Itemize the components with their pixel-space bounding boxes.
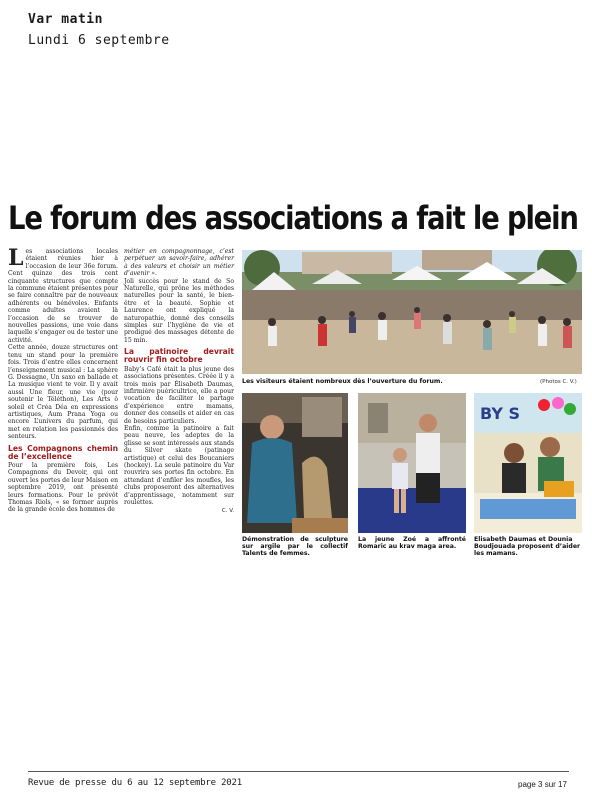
main-photo-caption: Les visiteurs étaient nombreux dès l’ouverture du forum. (242, 378, 443, 385)
author-signature: C. V. (221, 508, 234, 515)
sculpture-caption: Démonstration de sculpture sur argile par le collectif Talents de femmes. (242, 536, 348, 558)
svg-text:BY S: BY S (480, 404, 520, 423)
paragraph: Cette année, douze structures ont tenu un stand pour la première fois. Trois d’entre elles concernent l’enseignement musical : La sphère G. Dessagne, Un saxo en ballade et La musique vient te voir. Il y avait aussi Une fleur, une vie (pour soutenir le Téléthon), Les Arts ô soleil et Créa Déa en expressions artistiques, Aum Prana Yoga ou encore L’univers du parfum, qui met en relation les passionnés des senteurs. (8, 344, 118, 441)
paragraph: es associations locales étaient réunies hier à l’occasion de leur 36e forum. Cent quinze des trois cent cinquante structures que compte la commune étaient présentes pour se faire connaître par de nouveaux adhérents ou bénévoles. Enfants comme adultes avaient là l’occasion de se trouver de nouvelles passions, une voie dans laquelle s’engager ou de tester une activité. (8, 248, 118, 344)
publication-date: Lundi 6 septembre (28, 33, 170, 48)
photo-krav-maga (358, 393, 466, 533)
footer-divider (28, 771, 569, 772)
krav-maga-image (358, 393, 466, 533)
photo-credit: (Photos C. V.) (540, 379, 577, 385)
paragraph: Joli succès pour le stand de So Naturelle, qui prône les méthodes naturelles pour la santé, le bien-être et la beauté. Sophie et Laurence ont expliqué la naturopathie, donné des conseils simples sur l’hygiène de vie et prodigué des massages détente de 15 min. (124, 277, 234, 344)
photo-babys-cafe (474, 393, 582, 533)
sculpture-demo-image (242, 393, 348, 533)
subheading: La patinoire devrait rouvrir fin octobre (124, 347, 234, 365)
paragraph: Pour la première fois, Les Compagnons du Devoir, qui ont ouvert les portes de leur Maison en septembre 2019, ont présenté leurs formations. Pour le prévôt Thomas Riols, « se former auprès de la grande école des hommes de (8, 461, 118, 514)
article-column-1 (8, 245, 118, 514)
babys-cafe-caption: Elisabeth Daumas et Dounia Boudjouada proposent d’aider les mamans. (474, 536, 581, 558)
paragraph: métier en compagnonnage, c’est perpétuer un savoir-faire, adhérer à des valeurs et choisir un métier d’avenir ». (124, 248, 234, 278)
article-headline: Le forum des associations a fait le plein (8, 200, 578, 237)
drop-cap: L (8, 245, 24, 271)
photo-sculpture (242, 393, 348, 533)
page-number: page 3 sur 17 (518, 780, 567, 789)
crowd-scene-image (242, 250, 582, 374)
krav-maga-caption: La jeune Zoé a affronté Romaric au krav maga area. (358, 536, 466, 551)
newspaper-source: Var matin (28, 12, 103, 27)
article-column-2 (124, 248, 234, 516)
subheading: Les Compagnons chemin de l’excellence (8, 443, 118, 461)
main-photo-crowd (242, 250, 582, 374)
paragraph: Enfin, comme la patinoire a fait peau neuve, les adeptes de la glisse se sont intéressés aux stands du Silver skate (patinage artistique) et celui des Boucaniers (hockey). La seule patinoire du Var rouvrira ses portes fin octobre. En attendant d’enfiler les moufles, les clubs proposeront des alternatives d’apprentissage, notamment sur roulettes. (124, 424, 234, 506)
footer-press-review: Revue de presse du 6 au 12 septembre 2021 (28, 778, 242, 788)
paragraph: Baby’s Café était la plus jeune des associations présentes. Créée il y a trois mois par Élisabeth Daumas, infirmière puéricultrice, elle a pour vocation de faciliter le partage d’expérience entre mamans, donner des conseils et aider en cas de besoins particuliers. (124, 365, 234, 425)
babys-cafe-stand-image (474, 393, 582, 533)
